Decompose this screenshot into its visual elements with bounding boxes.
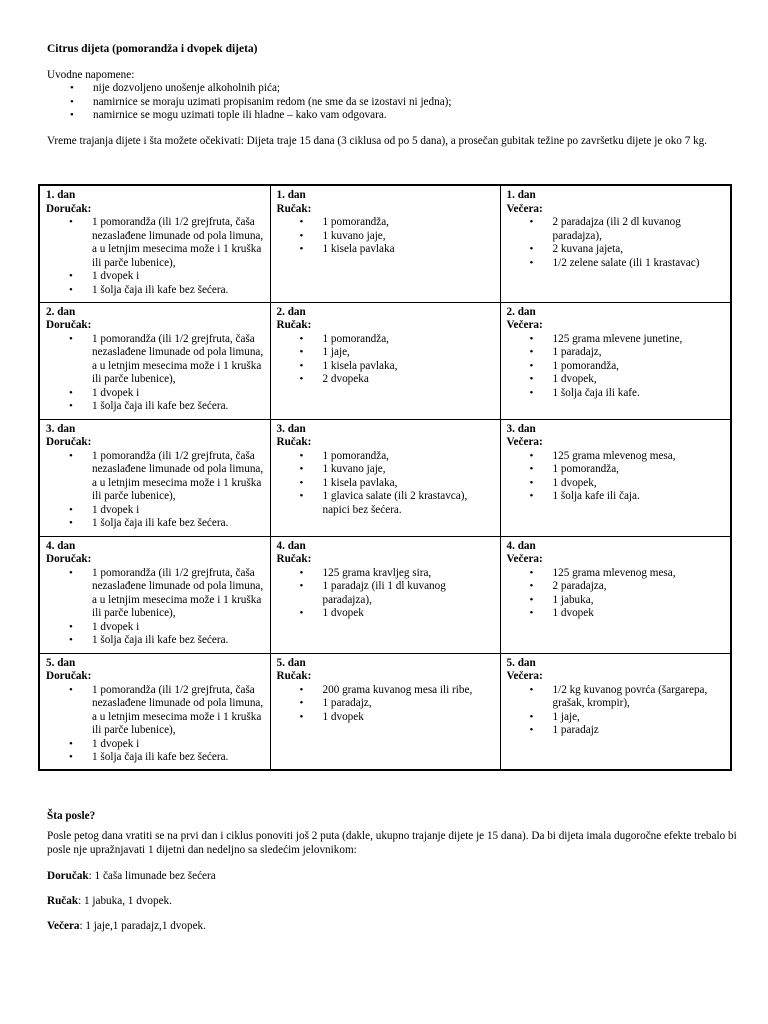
meal-item: • 1 šolja čaja ili kafe bez šećera. <box>46 751 264 765</box>
plan-cell-lunch <box>270 536 500 653</box>
meal-items-list <box>507 567 725 621</box>
meal-item: • 1 dvopek <box>277 711 494 725</box>
plan-row <box>39 653 731 770</box>
meal-item: • 1 dvopek i <box>46 738 264 752</box>
intro-note: • nije dozvoljeno unošenje alkoholnih pića; <box>47 82 452 96</box>
meal-item: • 1 pomorandža (ili 1/2 grejfruta, čaša nezaslađene limunade od pola limuna, a u letnjim mesecima može i 1 kruška ili parče lubenice), <box>46 450 264 504</box>
meal-item: • 1 kisela pavlaka, <box>277 477 494 491</box>
meal-item: • 1 šolja čaja ili kafe bez šećera. <box>46 284 264 298</box>
meal-item: • 1 dvopek <box>507 607 725 621</box>
day-label: 1. dan <box>46 189 76 201</box>
meal-items-list <box>277 450 494 518</box>
meal-items-list <box>507 216 725 270</box>
maintenance-lunch-label: Ručak <box>47 895 79 907</box>
meal-item: • 1 paradajz, <box>507 346 725 360</box>
meal-item: • 125 grama mlevene junetine, <box>507 333 725 347</box>
meal-items-list <box>277 567 494 621</box>
meal-item: • 1 pomorandža (ili 1/2 grejfruta, čaša nezaslađene limunade od pola limuna, a u letnjim mesecima može i 1 kruška ili parče lubenice), <box>46 684 264 738</box>
meal-item: • 1 šolja čaja ili kafe bez šećera. <box>46 517 264 531</box>
day-label: 3. dan <box>506 422 536 435</box>
plan-cell-dinner <box>500 419 731 536</box>
plan-cell-dinner <box>500 653 731 770</box>
meal-item: • 125 grama kravljeg sira, <box>277 567 494 581</box>
day-label: 1. dan <box>506 189 536 201</box>
meal-item: • 2 paradajza, <box>507 580 725 594</box>
diet-plan-table <box>38 184 732 771</box>
meal-item: • 1 pomorandža, <box>277 450 494 464</box>
maintenance-breakfast-label: Doručak <box>47 870 89 882</box>
meal-item: • 2 dvopeka <box>277 373 494 387</box>
meal-label: Večera: <box>506 436 543 448</box>
plan-cell-breakfast <box>39 536 270 653</box>
meal-item: • 1 šolja kafe ili čaja. <box>507 490 725 504</box>
intro-heading: Uvodne napomene: <box>47 69 135 81</box>
meal-label: Ručak: <box>276 319 312 331</box>
meal-label: Ručak: <box>276 202 312 215</box>
meal-item: • 2 kuvana jajeta, <box>507 243 725 257</box>
meal-items-list <box>507 684 725 738</box>
day-label: 2. dan <box>506 305 536 318</box>
plan-row <box>39 419 731 536</box>
maintenance-breakfast-text: : 1 čaša limunade bez šećera <box>88 870 216 882</box>
after-heading: Šta posle? <box>47 810 96 822</box>
plan-cell-dinner <box>500 536 731 653</box>
plan-cell-breakfast <box>39 302 270 419</box>
meal-items-list <box>46 567 264 648</box>
day-label: 5. dan <box>276 656 306 669</box>
meal-item: • 1 kuvano jaje, <box>277 463 494 477</box>
meal-label: Večera: <box>506 553 543 565</box>
meal-items-list <box>507 450 725 504</box>
intro-note: • namirnice se moraju uzimati propisanim redom (ne sme da se izostavi ni jedna); <box>47 96 452 110</box>
day-label: 4. dan <box>506 539 536 552</box>
plan-cell-lunch <box>270 653 500 770</box>
meal-item: • 1/2 kg kuvanog povrća (šargarepa, grašak, krompir), <box>507 684 725 711</box>
meal-item: • 1 kisela pavlaka <box>277 243 494 257</box>
meal-label: Večera: <box>506 319 543 331</box>
maintenance-lunch-text: : 1 jabuka, 1 dvopek. <box>78 895 172 907</box>
meal-items-list <box>46 684 264 765</box>
meal-item: • 1 paradajz <box>507 724 725 738</box>
meal-item: • 2 paradajza (ili 2 dl kuvanog paradajza), <box>507 216 725 243</box>
meal-item: • 1 jaje, <box>507 711 725 725</box>
meal-item: • 1 paradajz, <box>277 697 494 711</box>
plan-row <box>39 185 731 302</box>
meal-label: Doručak: <box>46 436 92 448</box>
day-label: 4. dan <box>276 539 306 552</box>
meal-label: Doručak: <box>46 670 92 682</box>
meal-items-list <box>277 684 494 725</box>
meal-item: • 1 pomorandža (ili 1/2 grejfruta, čaša nezaslađene limunade od pola limuna, a u letnjim mesecima može i 1 kruška ili parče lubenice), <box>46 216 264 270</box>
meal-item: • 1 šolja čaja ili kafe bez šećera. <box>46 400 264 414</box>
meal-item: • 1 dvopek i <box>46 387 264 401</box>
meal-item: • 1 pomorandža, <box>507 360 725 374</box>
day-label: 3. dan <box>46 422 76 435</box>
plan-row <box>39 302 731 419</box>
day-label: 5. dan <box>506 656 536 669</box>
meal-item: • 1 dvopek i <box>46 621 264 635</box>
meal-items-list <box>277 216 494 257</box>
meal-item: • 1 jaje, <box>277 346 494 360</box>
meal-items-list <box>277 333 494 387</box>
plan-cell-lunch <box>270 419 500 536</box>
meal-item: • 1 dvopek, <box>507 477 725 491</box>
meal-item: • 1 dvopek <box>277 607 494 621</box>
meal-label: Doručak: <box>46 202 92 215</box>
meal-item: • 1 pomorandža, <box>277 333 494 347</box>
meal-item: • 1 paradajz (ili 1 dl kuvanog paradajza), <box>277 580 494 607</box>
meal-label: Ručak: <box>276 553 312 565</box>
maintenance-dinner-text: : 1 jaje,1 paradajz,1 dvopek. <box>79 920 206 932</box>
meal-item: • 1 pomorandža (ili 1/2 grejfruta, čaša nezaslađene limunade od pola limuna, a u letnjim mesecima može i 1 kruška ili parče lubenice), <box>46 333 264 387</box>
meal-item: • 1 dvopek i <box>46 504 264 518</box>
meal-label: Večera: <box>506 202 543 215</box>
page-title: Citrus dijeta (pomorandža i dvopek dijeta) <box>47 43 258 55</box>
day-label: 4. dan <box>46 539 76 552</box>
maintenance-dinner <box>47 920 206 934</box>
plan-cell-breakfast <box>39 185 270 302</box>
meal-items-list <box>46 216 264 297</box>
meal-items-list <box>46 450 264 531</box>
after-paragraph: Posle petog dana vratiti se na prvi dan i ciklus ponoviti još 2 puta (dakle, ukupno trajanje dijete je 15 dana). Da bi dijeta imala dugoročne efekte trebalo bi posle nje upražnjavati 1 dijetni dan nedeljno sa sledećim jelovnikom: <box>47 830 737 856</box>
intro-notes-list <box>47 82 452 123</box>
day-label: 2. dan <box>46 305 76 318</box>
day-label: 1. dan <box>276 189 306 201</box>
plan-cell-breakfast <box>39 419 270 536</box>
plan-cell-breakfast <box>39 653 270 770</box>
maintenance-breakfast <box>47 870 216 884</box>
meal-label: Doručak: <box>46 319 92 331</box>
day-label: 5. dan <box>46 656 76 669</box>
meal-item: • 1 kisela pavlaka, <box>277 360 494 374</box>
maintenance-dinner-label: Večera <box>47 920 80 932</box>
plan-cell-lunch <box>270 185 500 302</box>
meal-item: • 1 pomorandža, <box>507 463 725 477</box>
plan-cell-lunch <box>270 302 500 419</box>
meal-item: • 125 grama mlevenog mesa, <box>507 567 725 581</box>
plan-cell-dinner <box>500 185 731 302</box>
meal-item: • 200 grama kuvanog mesa ili ribe, <box>277 684 494 698</box>
meal-items-list <box>46 333 264 414</box>
meal-item: • 1 jabuka, <box>507 594 725 608</box>
meal-item: • 1 pomorandža (ili 1/2 grejfruta, čaša nezaslađene limunade od pola limuna, a u letnjim mesecima može i 1 kruška ili parče lubenice), <box>46 567 264 621</box>
plan-cell-dinner <box>500 302 731 419</box>
meal-item: • 1 glavica salate (ili 2 krastavca), napici bez šećera. <box>277 490 494 517</box>
meal-label: Večera: <box>506 670 543 682</box>
maintenance-lunch <box>47 895 172 909</box>
intro-note: • namirnice se mogu uzimati tople ili hladne – kako vam odgovara. <box>47 109 452 123</box>
duration-paragraph: Vreme trajanja dijete i šta možete očekivati: Dijeta traje 15 dana (3 ciklusa od po 5 dana), a prosečan gubitak težine po završetku dijete je oko 7 kg. <box>47 135 708 147</box>
meal-item: • 1 šolja čaja ili kafe bez šećera. <box>46 634 264 648</box>
meal-label: Ručak: <box>276 436 312 448</box>
meal-item: • 1 dvopek, <box>507 373 725 387</box>
meal-item: • 125 grama mlevenog mesa, <box>507 450 725 464</box>
meal-item: • 1 pomorandža, <box>277 216 494 230</box>
plan-row <box>39 536 731 653</box>
meal-item: • 1 dvopek i <box>46 270 264 284</box>
meal-label: Doručak: <box>46 553 92 565</box>
meal-item: • 1/2 zelene salate (ili 1 krastavac) <box>507 257 725 271</box>
meal-label: Ručak: <box>276 670 312 682</box>
day-label: 3. dan <box>276 422 306 435</box>
meal-items-list <box>507 333 725 401</box>
meal-item: • 1 šolja čaja ili kafe. <box>507 387 725 401</box>
meal-item: • 1 kuvano jaje, <box>277 230 494 244</box>
day-label: 2. dan <box>276 305 306 318</box>
